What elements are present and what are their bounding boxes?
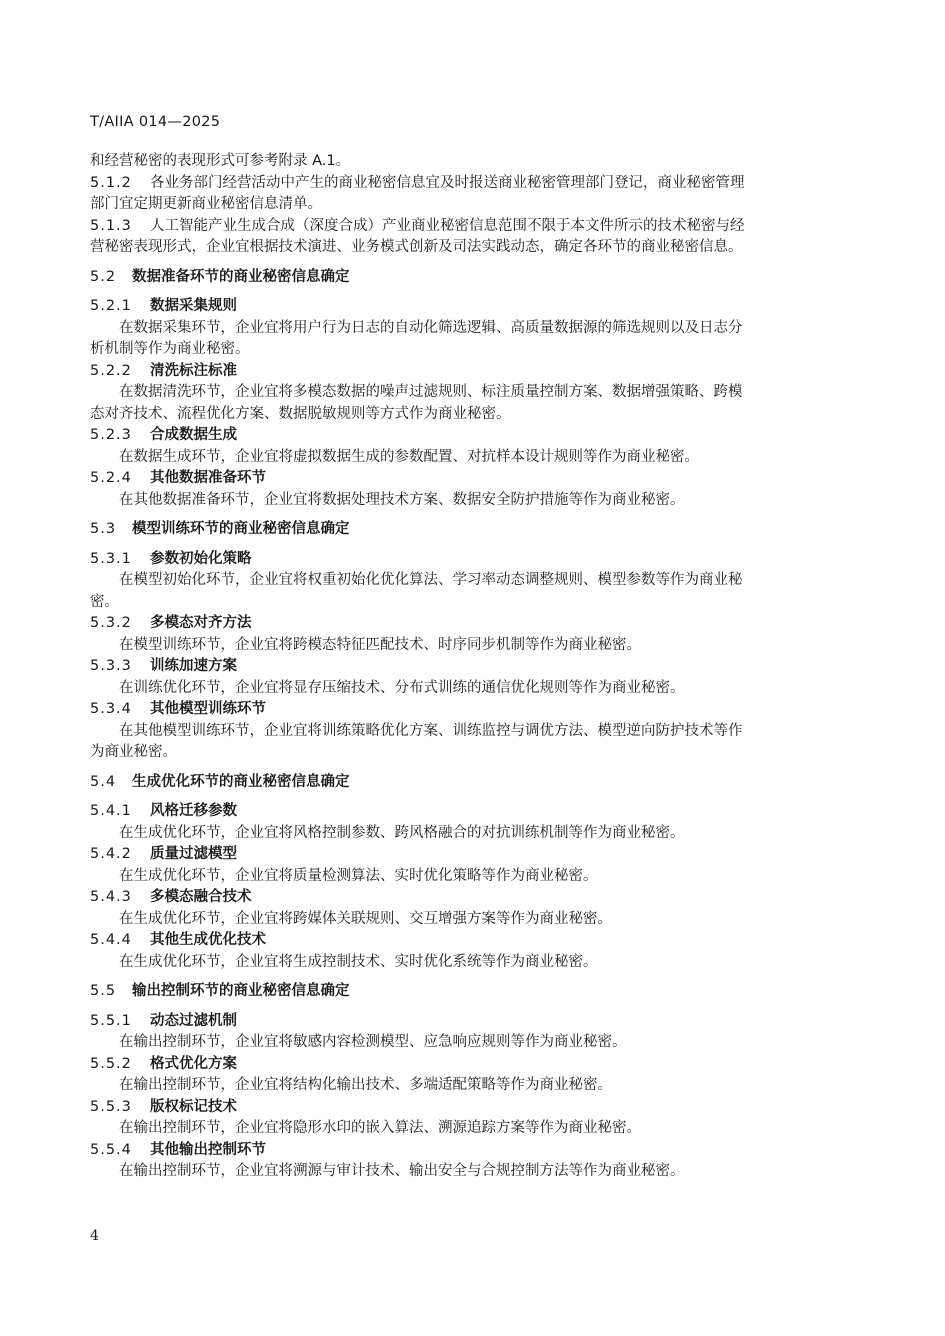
subsection-number: 5.2.3: [90, 427, 132, 443]
paragraph-line: 在生成优化环节，企业宜将生成控制技术、实时优化系统等作为商业秘密。: [119, 953, 598, 970]
subsection-heading: [90, 425, 846, 447]
subsection-title: 其他数据准备环节: [150, 470, 266, 486]
paragraph-line: 密。: [90, 593, 119, 610]
subsection-title: 其他生成优化技术: [150, 932, 266, 948]
subsection-heading: [90, 468, 846, 490]
clause-text: 营秘密表现形式，企业宜根据技术演进、业务模式创新及司法实践动态，确定各环节的商业秘密信息。: [90, 239, 743, 255]
subsection-heading: [90, 296, 846, 318]
section-title: 数据准备环节的商业秘密信息确定: [132, 268, 350, 285]
section-number: 5.4: [90, 773, 117, 790]
clause-5-1-3: [90, 216, 846, 259]
subsection-heading: [90, 656, 846, 678]
paragraph-line: 在模型初始化环节，企业宜将权重初始化优化算法、学习率动态调整规则、模型参数等作为商业秘: [119, 572, 743, 588]
subsection-heading: [90, 844, 846, 866]
clause-text: 部门宜定期更新商业秘密信息清单。: [90, 196, 322, 212]
subsection-title: 动态过滤机制: [150, 1012, 237, 1029]
section-number: 5.3: [90, 521, 117, 537]
subsection-title: 参数初始化策略: [150, 550, 252, 567]
subsection-heading: [90, 613, 846, 635]
subsection-number: 5.2.2: [90, 362, 132, 379]
paragraph-line: 在其他模型训练环节，企业宜将训练策略优化方案、训练监控与调优方法、模型逆向防护技术等作: [119, 722, 743, 739]
section-title: 输出控制环节的商业秘密信息确定: [132, 983, 350, 999]
subsection-heading: [90, 1097, 846, 1119]
subsection-title: 其他模型训练环节: [150, 701, 266, 717]
subsection-number: 5.4.2: [90, 846, 132, 862]
section-heading: [90, 981, 846, 1003]
paragraph-line: 在生成优化环节，企业宜将风格控制参数、跨风格融合的对抗训练机制等作为商业秘密。: [119, 824, 685, 841]
subsection-title: 多模态对齐方法: [150, 615, 252, 631]
subsection-number: 5.5.2: [90, 1055, 132, 1072]
subsection-title: 训练加速方案: [150, 658, 237, 674]
paragraph-line: 在生成优化环节，企业宜将质量检测算法、实时优化策略等作为商业秘密。: [119, 867, 598, 884]
subsection-heading: [90, 549, 846, 571]
subsection-title: 合成数据生成: [150, 427, 237, 443]
subsection-heading: [90, 361, 846, 383]
subsection-number: 5.3.3: [90, 658, 132, 674]
section-number: 5.2: [90, 268, 117, 285]
subsection-number: 5.4.1: [90, 803, 132, 819]
section-number: 5.5: [90, 983, 117, 999]
section-title: 模型训练环节的商业秘密信息确定: [132, 521, 350, 537]
subsection-title: 清洗标注标准: [150, 362, 237, 379]
paragraph-line: 在输出控制环节，企业宜将结构化输出技术、多端适配策略等作为商业秘密。: [119, 1077, 612, 1093]
paragraph-line: 在训练优化环节，企业宜将显存压缩技术、分布式训练的通信优化规则等作为商业秘密。: [119, 679, 685, 696]
subsection-heading: [90, 1140, 846, 1162]
subsection-number: 5.3.2: [90, 615, 132, 631]
document-body: [90, 151, 846, 1183]
subsection-title: 其他输出控制环节: [150, 1141, 266, 1158]
paragraph-line: 在输出控制环节，企业宜将溯源与审计技术、输出安全与合规控制方法等作为商业秘密。: [119, 1163, 685, 1179]
paragraph-line: 在模型训练环节，企业宜将跨模态特征匹配技术、时序同步机制等作为商业秘密。: [119, 636, 641, 653]
subsection-number: 5.4.3: [90, 889, 132, 905]
subsection-number: 5.3.1: [90, 550, 132, 567]
subsection-number: 5.5.1: [90, 1012, 132, 1029]
section-heading: [90, 519, 846, 541]
page-number: 4: [90, 1228, 99, 1244]
subsection-number: 5.5.3: [90, 1098, 132, 1115]
clause-5-1-2: [90, 173, 846, 216]
subsection-title: 版权标记技术: [150, 1098, 237, 1115]
subsection-number: 5.2.4: [90, 470, 132, 486]
subsection-heading: [90, 1054, 846, 1076]
section-title: 生成优化环节的商业秘密信息确定: [132, 773, 350, 790]
subsection-number: 5.3.4: [90, 701, 132, 717]
subsection-title: 格式优化方案: [150, 1055, 237, 1072]
document-id: T/AIIA 014—2025: [90, 114, 221, 130]
subsection-heading: [90, 887, 846, 909]
paragraph-line: 在其他数据准备环节，企业宜将数据处理技术方案、数据安全防护措施等作为商业秘密。: [119, 491, 685, 508]
paragraph-line: 在生成优化环节，企业宜将跨媒体关联规则、交互增强方案等作为商业秘密。: [119, 910, 612, 927]
section-heading: [90, 267, 846, 289]
subsection-number: 5.4.4: [90, 932, 132, 948]
subsection-title: 多模态融合技术: [150, 889, 252, 905]
subsection-number: 5.2.1: [90, 298, 132, 314]
paragraph-line: 在数据生成环节，企业宜将虚拟数据生成的参数配置、对抗样本设计规则等作为商业秘密。: [119, 448, 699, 465]
continuation-text: 和经营秘密的表现形式可参考附录 A.1。: [90, 153, 351, 169]
subsection-heading: [90, 930, 846, 952]
subsection-heading: [90, 801, 846, 823]
subsection-heading: [90, 1011, 846, 1033]
clause-number: 5.1.2: [90, 174, 132, 191]
clause-text: 各业务部门经营活动中产生的商业秘密信息宜及时报送商业秘密管理部门登记，商业秘密管理: [150, 174, 745, 191]
paragraph-line: 在数据采集环节，企业宜将用户行为日志的自动化筛选逻辑、高质量数据源的筛选规则以及日志分: [119, 319, 743, 336]
subsection-title: 数据采集规则: [150, 298, 237, 314]
paragraph-line: 在数据清洗环节，企业宜将多模态数据的噪声过滤规则、标注质量控制方案、数据增强策略、跨模: [119, 384, 743, 400]
paragraph-line: 在输出控制环节，企业宜将敏感内容检测模型、应急响应规则等作为商业秘密。: [119, 1034, 627, 1050]
clause-number: 5.1.3: [90, 217, 132, 234]
subsection-number: 5.5.4: [90, 1141, 132, 1158]
section-heading: [90, 772, 846, 794]
clause-text: 人工智能产业生成合成（深度合成）产业商业秘密信息范围不限于本文件所示的技术秘密与经: [150, 217, 745, 234]
subsection-title: 质量过滤模型: [150, 846, 237, 862]
subsection-heading: [90, 699, 846, 721]
paragraph-line: 析机制等作为商业秘密。: [90, 341, 250, 357]
subsection-title: 风格迁移参数: [150, 803, 237, 819]
paragraph-line: 态对齐技术、流程优化方案、数据脱敏规则等方式作为商业秘密。: [90, 405, 511, 422]
paragraph-line: 为商业秘密。: [90, 744, 177, 760]
paragraph-line: 在输出控制环节，企业宜将隐形水印的嵌入算法、溯源追踪方案等作为商业秘密。: [119, 1120, 641, 1136]
